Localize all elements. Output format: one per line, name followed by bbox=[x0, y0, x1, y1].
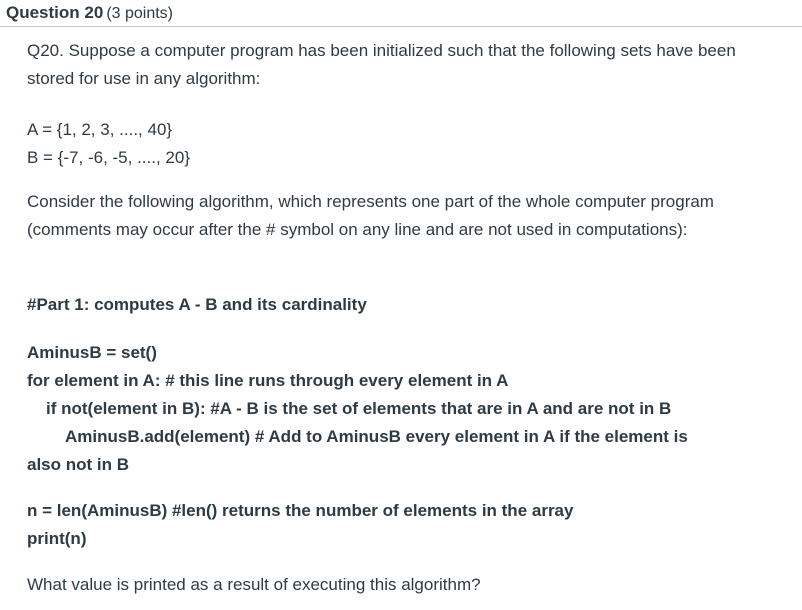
part-heading: #Part 1: computes A - B and its cardinality bbox=[27, 295, 367, 314]
algorithm-description: Consider the following algorithm, which represents one part of the whole computer program (comments may occur after the # symbol on any line and are not used in computations): bbox=[27, 192, 714, 239]
code-line-4-continued: also not in B bbox=[27, 455, 129, 474]
code-block-output bbox=[27, 497, 573, 553]
code-line-5: n = len(AminusB) #len() returns the number of elements in the array bbox=[27, 501, 574, 520]
question-title bbox=[6, 3, 173, 23]
question-intro: Q20. Suppose a computer program has been initialized such that the following sets have been stored for use in any algorithm: bbox=[27, 41, 736, 88]
question-points: (3 points) bbox=[106, 5, 174, 22]
code-line-2: for element in A: # this line runs through every element in A bbox=[27, 371, 509, 390]
set-b: B = {-7, -6, -5, ...., 20} bbox=[27, 148, 191, 167]
code-line-4: AminusB.add(element) # Add to AminusB every element in A if the element is bbox=[65, 427, 688, 446]
question-prompt: What value is printed as a result of executing this algorithm? bbox=[27, 575, 481, 594]
set-a: A = {1, 2, 3, ...., 40} bbox=[27, 120, 173, 139]
code-line-1: AminusB = set() bbox=[27, 343, 157, 362]
code-block bbox=[27, 339, 688, 479]
question-number: Question 20 bbox=[6, 3, 104, 22]
code-line-3: if not(element in B): #A - B is the set of elements that are in A and are not in B bbox=[46, 399, 672, 418]
code-line-6: print(n) bbox=[27, 529, 87, 548]
question-header bbox=[0, 0, 802, 27]
set-definitions bbox=[27, 116, 190, 172]
